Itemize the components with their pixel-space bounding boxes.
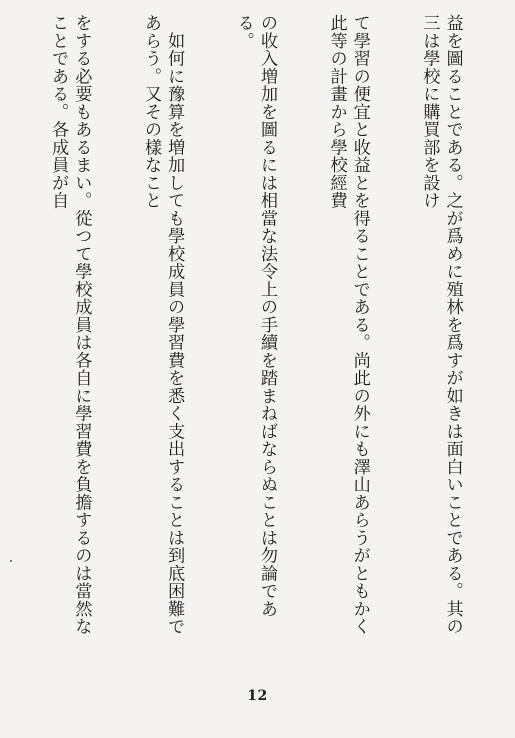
text-column: 益を圖ることである。之が爲めに殖林を爲すが如きは面白いことである。其の三は學校に購買部を設け [419,14,463,636]
text-column: の收入増加を圖るには相當な法令上の手續を踏まねばならぬことは勿論である。 [233,14,277,618]
text-column: 如何に豫算を増加しても學校成員の學習費を悉く支出することは到底困難であらう。又その樣なこと [140,14,185,636]
paper-speck [10,560,12,562]
vertical-body-text [40,14,510,646]
page-number: 12 [247,688,268,704]
text-column: て學習の便宜と收益とを得ることである。尚此の外にも澤山あらうがともかく此等の計畫から學校經費 [326,14,370,636]
text-column: をする必要もあるまい。從つて學校成員は各自に學習費を負擔するのは當然なことである。各成員が自 [48,14,92,636]
